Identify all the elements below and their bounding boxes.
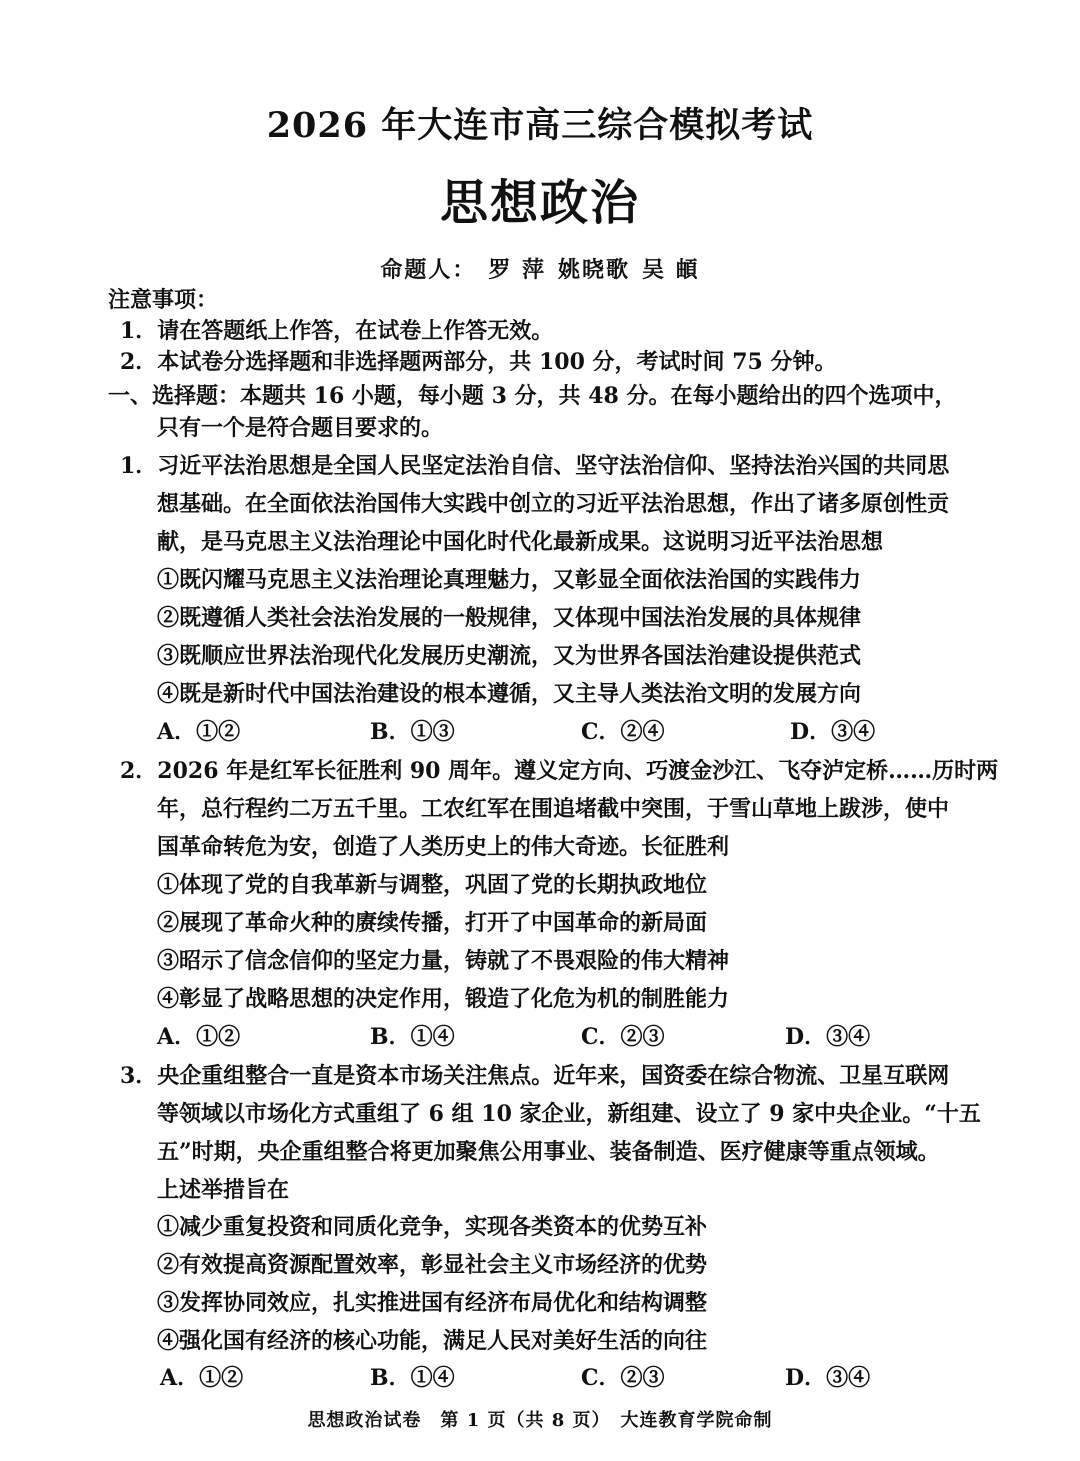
statement-item: ①体现了党的自我革新与调整，巩固了党的长期执政地位: [157, 872, 708, 898]
statement-item: ③昭示了信念信仰的坚定力量，铸就了不畏艰险的伟大精神: [157, 948, 730, 974]
option-a: A．①②: [160, 1365, 244, 1391]
statement-item: ②有效提高资源配置效率，彰显社会主义市场经济的优势: [157, 1252, 708, 1278]
statement-item: ②既遵循人类社会法治发展的一般规律，又体现中国法治发展的具体规律: [157, 605, 862, 631]
question-stem: 3．央企重组整合一直是资本市场关注焦点。近年来，国资委在综合物流、卫星互联网: [120, 1063, 950, 1089]
question-stem: 2．2026 年是红军长征胜利 90 周年。遵义定方向、巧渡金沙江、飞夺泸定桥……历时两: [120, 758, 999, 784]
option-a: A．①②: [157, 719, 241, 745]
authors-label: 命题人：: [380, 257, 477, 283]
question-stem: 上述举措旨在: [157, 1177, 290, 1203]
statement-item: ①减少重复投资和同质化竞争，实现各类资本的优势互补: [157, 1214, 708, 1240]
note-item: 1．请在答题纸上作答，在试卷上作答无效。: [120, 318, 554, 344]
author-name: 罗 萍: [488, 257, 546, 283]
statement-item: ④既是新时代中国法治建设的根本遵循，又主导人类法治文明的发展方向: [157, 681, 862, 707]
exam-title: 2026 年大连市高三综合模拟考试: [266, 105, 814, 146]
option-c: C．②③: [581, 1024, 665, 1050]
question-stem: 想基础。在全面依法治国伟大实践中创立的习近平法治思想，作出了诸多原创性贡: [157, 491, 950, 517]
author-name: 姚晓歌: [558, 257, 631, 283]
section-heading: 一、选择题：本题共 16 小题，每小题 3 分，共 48 分。在每小题给出的四个选项中，: [108, 383, 957, 409]
option-d: D．③④: [790, 719, 876, 745]
option-d: D．③④: [785, 1365, 871, 1391]
option-b: B．①④: [370, 1024, 455, 1050]
option-d: D．③④: [785, 1024, 871, 1050]
note-item: 2．本试卷分选择题和非选择题两部分，共 100 分，考试时间 75 分钟。: [120, 349, 837, 375]
statement-item: ③既顺应世界法治现代化发展历史潮流，又为世界各国法治建设提供范式: [157, 643, 862, 669]
section-heading-cont: 只有一个是符合题目要求的。: [157, 415, 444, 441]
page-footer: 思想政治试卷 第 1 页（共 8 页） 大连教育学院命制: [307, 1410, 773, 1431]
question-stem: 年，总行程约二万五千里。工农红军在围追堵截中突围，于雪山草地上跋涉，使中: [157, 796, 950, 822]
notes-heading: 注意事项：: [108, 287, 219, 313]
statement-item: ①既闪耀马克思主义法治理论真理魅力，又彰显全面依法治国的实践伟力: [157, 567, 862, 593]
option-b: B．①④: [370, 1365, 455, 1391]
answer-options: [157, 1364, 917, 1394]
option-c: C．②④: [581, 719, 665, 745]
answer-options: [157, 1023, 917, 1053]
subject-title: 思想政治: [439, 175, 640, 231]
statement-item: ④彰显了战略思想的决定作用，锻造了化危为机的制胜能力: [157, 986, 730, 1012]
question-stem: 国革命转危为安，创造了人类历史上的伟大奇迹。长征胜利: [157, 834, 730, 860]
authors-line: [0, 253, 1080, 284]
statement-item: ③发挥协同效应，扎实推进国有经济布局优化和结构调整: [157, 1290, 708, 1316]
question-stem: 五”时期，央企重组整合将更加聚焦公用事业、装备制造、医疗健康等重点领域。: [157, 1139, 940, 1165]
question-stem: 等领域以市场化方式重组了 6 组 10 家企业，新组建、设立了 9 家中央企业。“十五: [157, 1101, 981, 1127]
statement-item: ②展现了革命火种的赓续传播，打开了中国革命的新局面: [157, 910, 708, 936]
option-a: A．①②: [157, 1024, 241, 1050]
question-stem: 1．习近平法治思想是全国人民坚定法治自信、坚守法治信仰、坚持法治兴国的共同思: [120, 453, 950, 479]
answer-options: [157, 718, 917, 748]
option-c: C．②③: [581, 1365, 665, 1391]
statement-item: ④强化国有经济的核心功能，满足人民对美好生活的向往: [157, 1328, 708, 1354]
question-stem: 献，是马克思主义法治理论中国化时代化最新成果。这说明习近平法治思想: [157, 529, 884, 555]
option-b: B．①③: [370, 719, 455, 745]
author-name: 吴 頔: [642, 257, 700, 283]
